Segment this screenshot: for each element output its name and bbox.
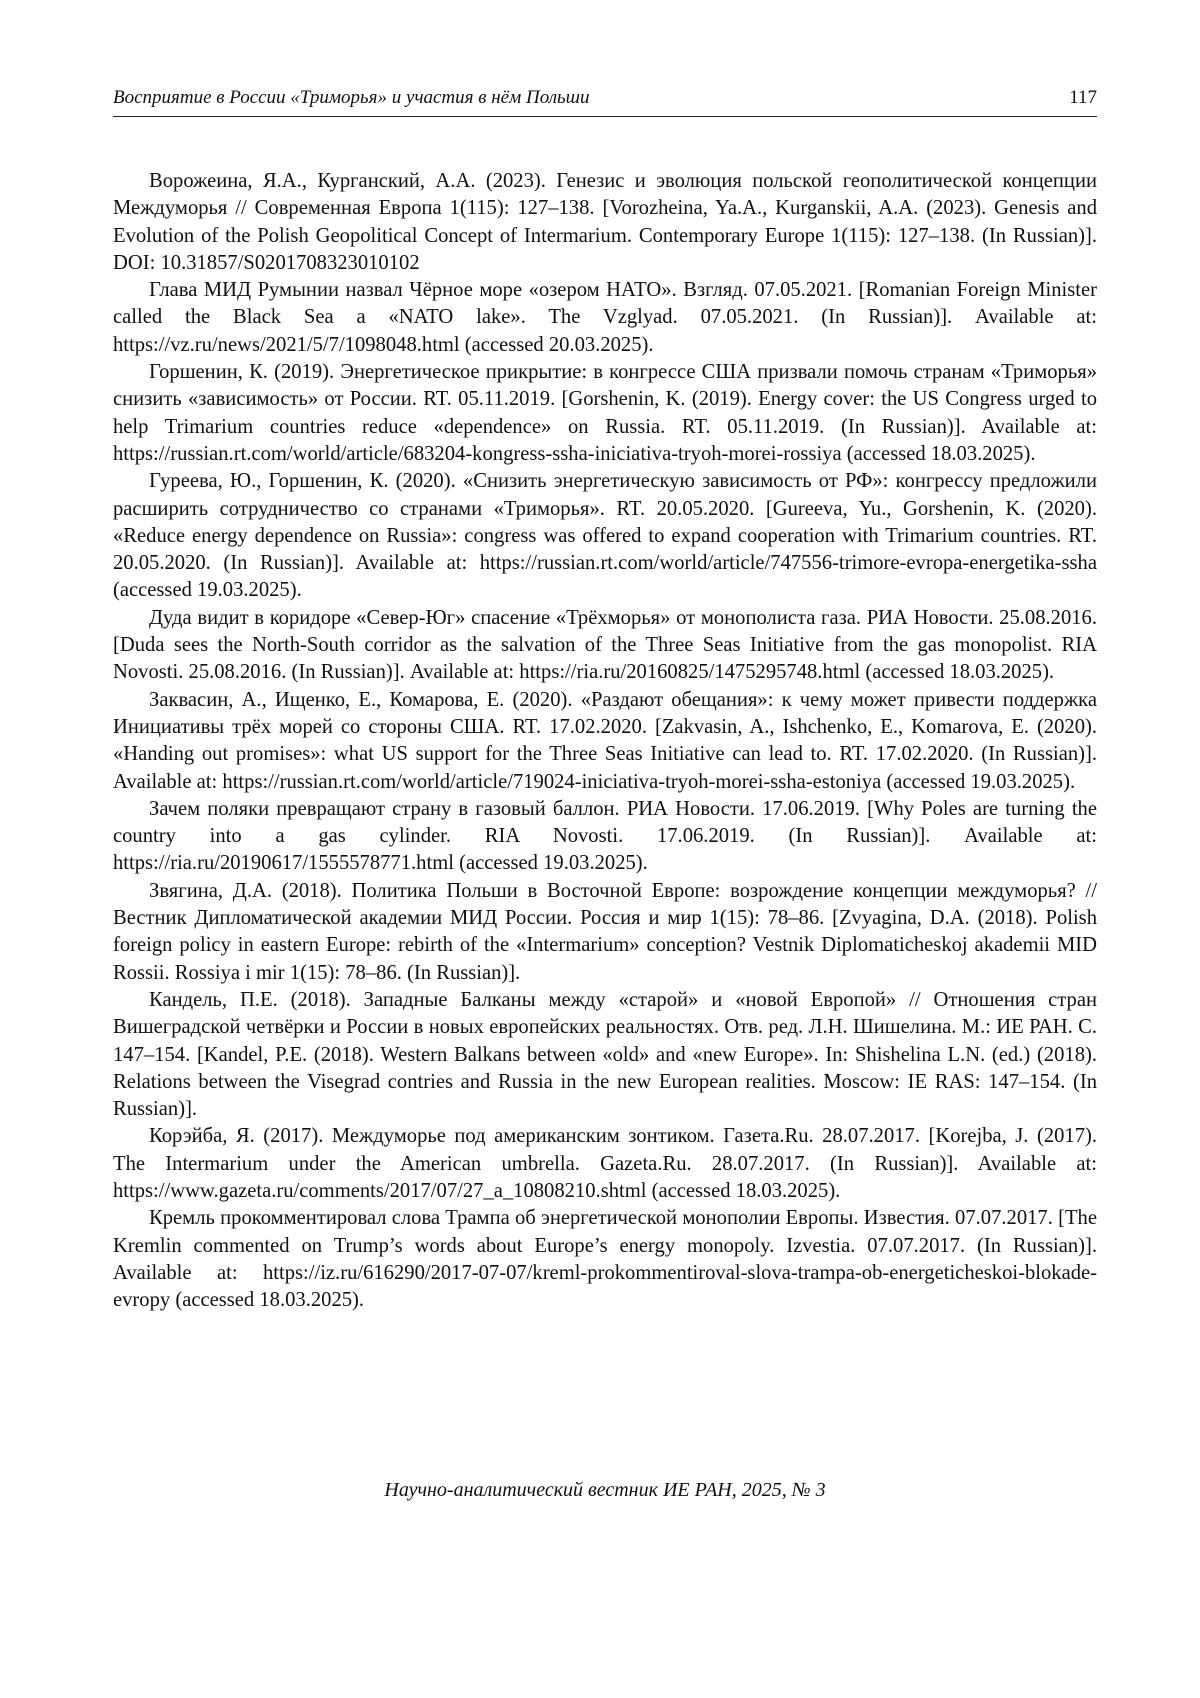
journal-footer: Научно-аналитический вестник ИЕ РАН, 2025, № 3 [384, 1479, 826, 1501]
reference-entry: Заквасин, А., Ищенко, Е., Комарова, Е. (2020). «Раздают обещания»: к чему может привести поддержка Инициативы трёх морей со стороны США. RT. 17.02.2020. [Zakvasin, A., Ishchenko, E., Komarova, E. (2020). «Handing out promises»: what US support for the Three Seas Initiative can lead to. RT. 17.02.2020. (In Russian)]. Available at: https://russian.rt.com/world/article/719024-iniciativa-tryoh-morei-ssha-estoniya (accessed 19.03.2025). [113, 688, 1097, 793]
page-number: 117 [1069, 87, 1097, 108]
reference-entry: Кандель, П.Е. (2018). Западные Балканы между «старой» и «новой Европой» // Отношения стран Вишеградской четвёрки и России в новых европейских реальностях. Отв. ред. Л.Н. Шишелина. М.: ИЕ РАН. С. 147–154. [Kandel, P.E. (2018). Western Balkans between «old» and «new Europe». In: Shishelina L.N. (ed.) (2018). Relations between the Visegrad contries and Russia in the new European realities. Moscow: IE RAS: 147–154. (In Russian)]. [113, 988, 1097, 1121]
reference-entry: Звягина, Д.А. (2018). Политика Польши в Восточной Европе: возрождение концепции междуморья? // Вестник Дипломатической академии МИД России. Россия и мир 1(15): 78–86. [Zvyagina, D.A. (2018). Polish foreign policy in eastern Europe: rebirth of the «Intermarium» conception? Vestnik Diplomaticheskoj akademii MID Rossii. Rossiya i mir 1(15): 78–86. (In Russian)]. [113, 879, 1097, 984]
reference-entry: Дуда видит в коридоре «Север-Юг» спасение «Трёхморья» от монополиста газа. РИА Новости. 25.08.2016. [Duda sees the North-South corridor as the salvation of the Three Seas Initiative from the gas monopolist. RIA Novosti. 25.08.2016. (In Russian)]. Available at: https://ria.ru/20160825/1475295748.html (accessed 18.03.2025). [113, 606, 1097, 684]
running-title: Восприятие в России «Триморья» и участия в нём Польши [113, 87, 590, 108]
reference-entry: Кремль прокомментировал слова Трампа об энергетической монополии Европы. Известия. 07.07.2017. [The Kremlin commented on Trump’s words about Europe’s energy monopoly. Izvestia. 07.07.2017. (In Russian)]. Available at: https://iz.ru/616290/2017-07-07/kreml-prokommentiroval-slova-trampa-ob-energeticheskoi-blokade-evropy (accessed 18.03.2025). [113, 1207, 1097, 1312]
reference-entry: Гуреева, Ю., Горшенин, К. (2020). «Снизить энергетическую зависимость от РФ»: конгрессу предложили расширить сотрудничество со странами «Триморья». RT. 20.05.2020. [Gureeva, Yu., Gorshenin, K. (2020). «Reduce energy dependence on Russia»: congress was offered to expand cooperation with Trimarium countries. RT. 20.05.2020. (In Russian)]. Available at: https://russian.rt.com/world/article/747556-trimore-evropa-energetika-ssha (accessed 19.03.2025). [113, 470, 1097, 602]
reference-list [113, 168, 1097, 1314]
reference-entry: Глава МИД Румынии назвал Чёрное море «озером НАТО». Взгляд. 07.05.2021. [Romanian Foreign Minister called the Black Sea a «NATO lake». The Vzglyad. 07.05.2021. (In Russian)]. Available at: https://vz.ru/news/2021/5/7/1098048.html (accessed 20.03.2025). [113, 279, 1097, 356]
reference-entry: Зачем поляки превращают страну в газовый баллон. РИА Новости. 17.06.2019. [Why Poles are turning the country into a gas cylinder. RIA Novosti. 17.06.2019. (In Russian)]. Available at: https://ria.ru/20190617/1555578771.html (accessed 19.03.2025). [113, 797, 1097, 875]
reference-entry: Ворожеина, Я.А., Курганский, А.А. (2023). Генезис и эволюция польской геополитической концепции Междуморья // Современная Европа 1(115): 127–138. [Vorozheina, Ya.A., Kurganskii, A.A. (2023). Genesis and Evolution of the Polish Geopolitical Concept of Intermarium. Contemporary Europe 1(115): 127–138. (In Russian)]. DOI: 10.31857/S0201708323010102 [113, 170, 1097, 274]
running-header [113, 84, 1097, 117]
reference-entry: Корэйба, Я. (2017). Междуморье под американским зонтиком. Газета.Ru. 28.07.2017. [Korejba, J. (2017). The Intermarium under the American umbrella. Gazeta.Ru. 28.07.2017. (In Russian)]. Available at: https://www.gazeta.ru/comments/2017/07/27_a_10808210.shtml (accessed 18.03.2025). [113, 1125, 1097, 1202]
reference-entry: Горшенин, К. (2019). Энергетическое прикрытие: в конгрессе США призвали помочь странам «Триморья» снизить «зависимость» от России. RT. 05.11.2019. [Gorshenin, K. (2019). Energy cover: the US Congress urged to help Trimarium countries reduce «dependence» on Russia. RT. 05.11.2019. (In Russian)]. Available at: https://russian.rt.com/world/article/683204-kongress-ssha-iniciativa-tryoh-morei-rossiya (accessed 18.03.2025). [113, 361, 1097, 465]
